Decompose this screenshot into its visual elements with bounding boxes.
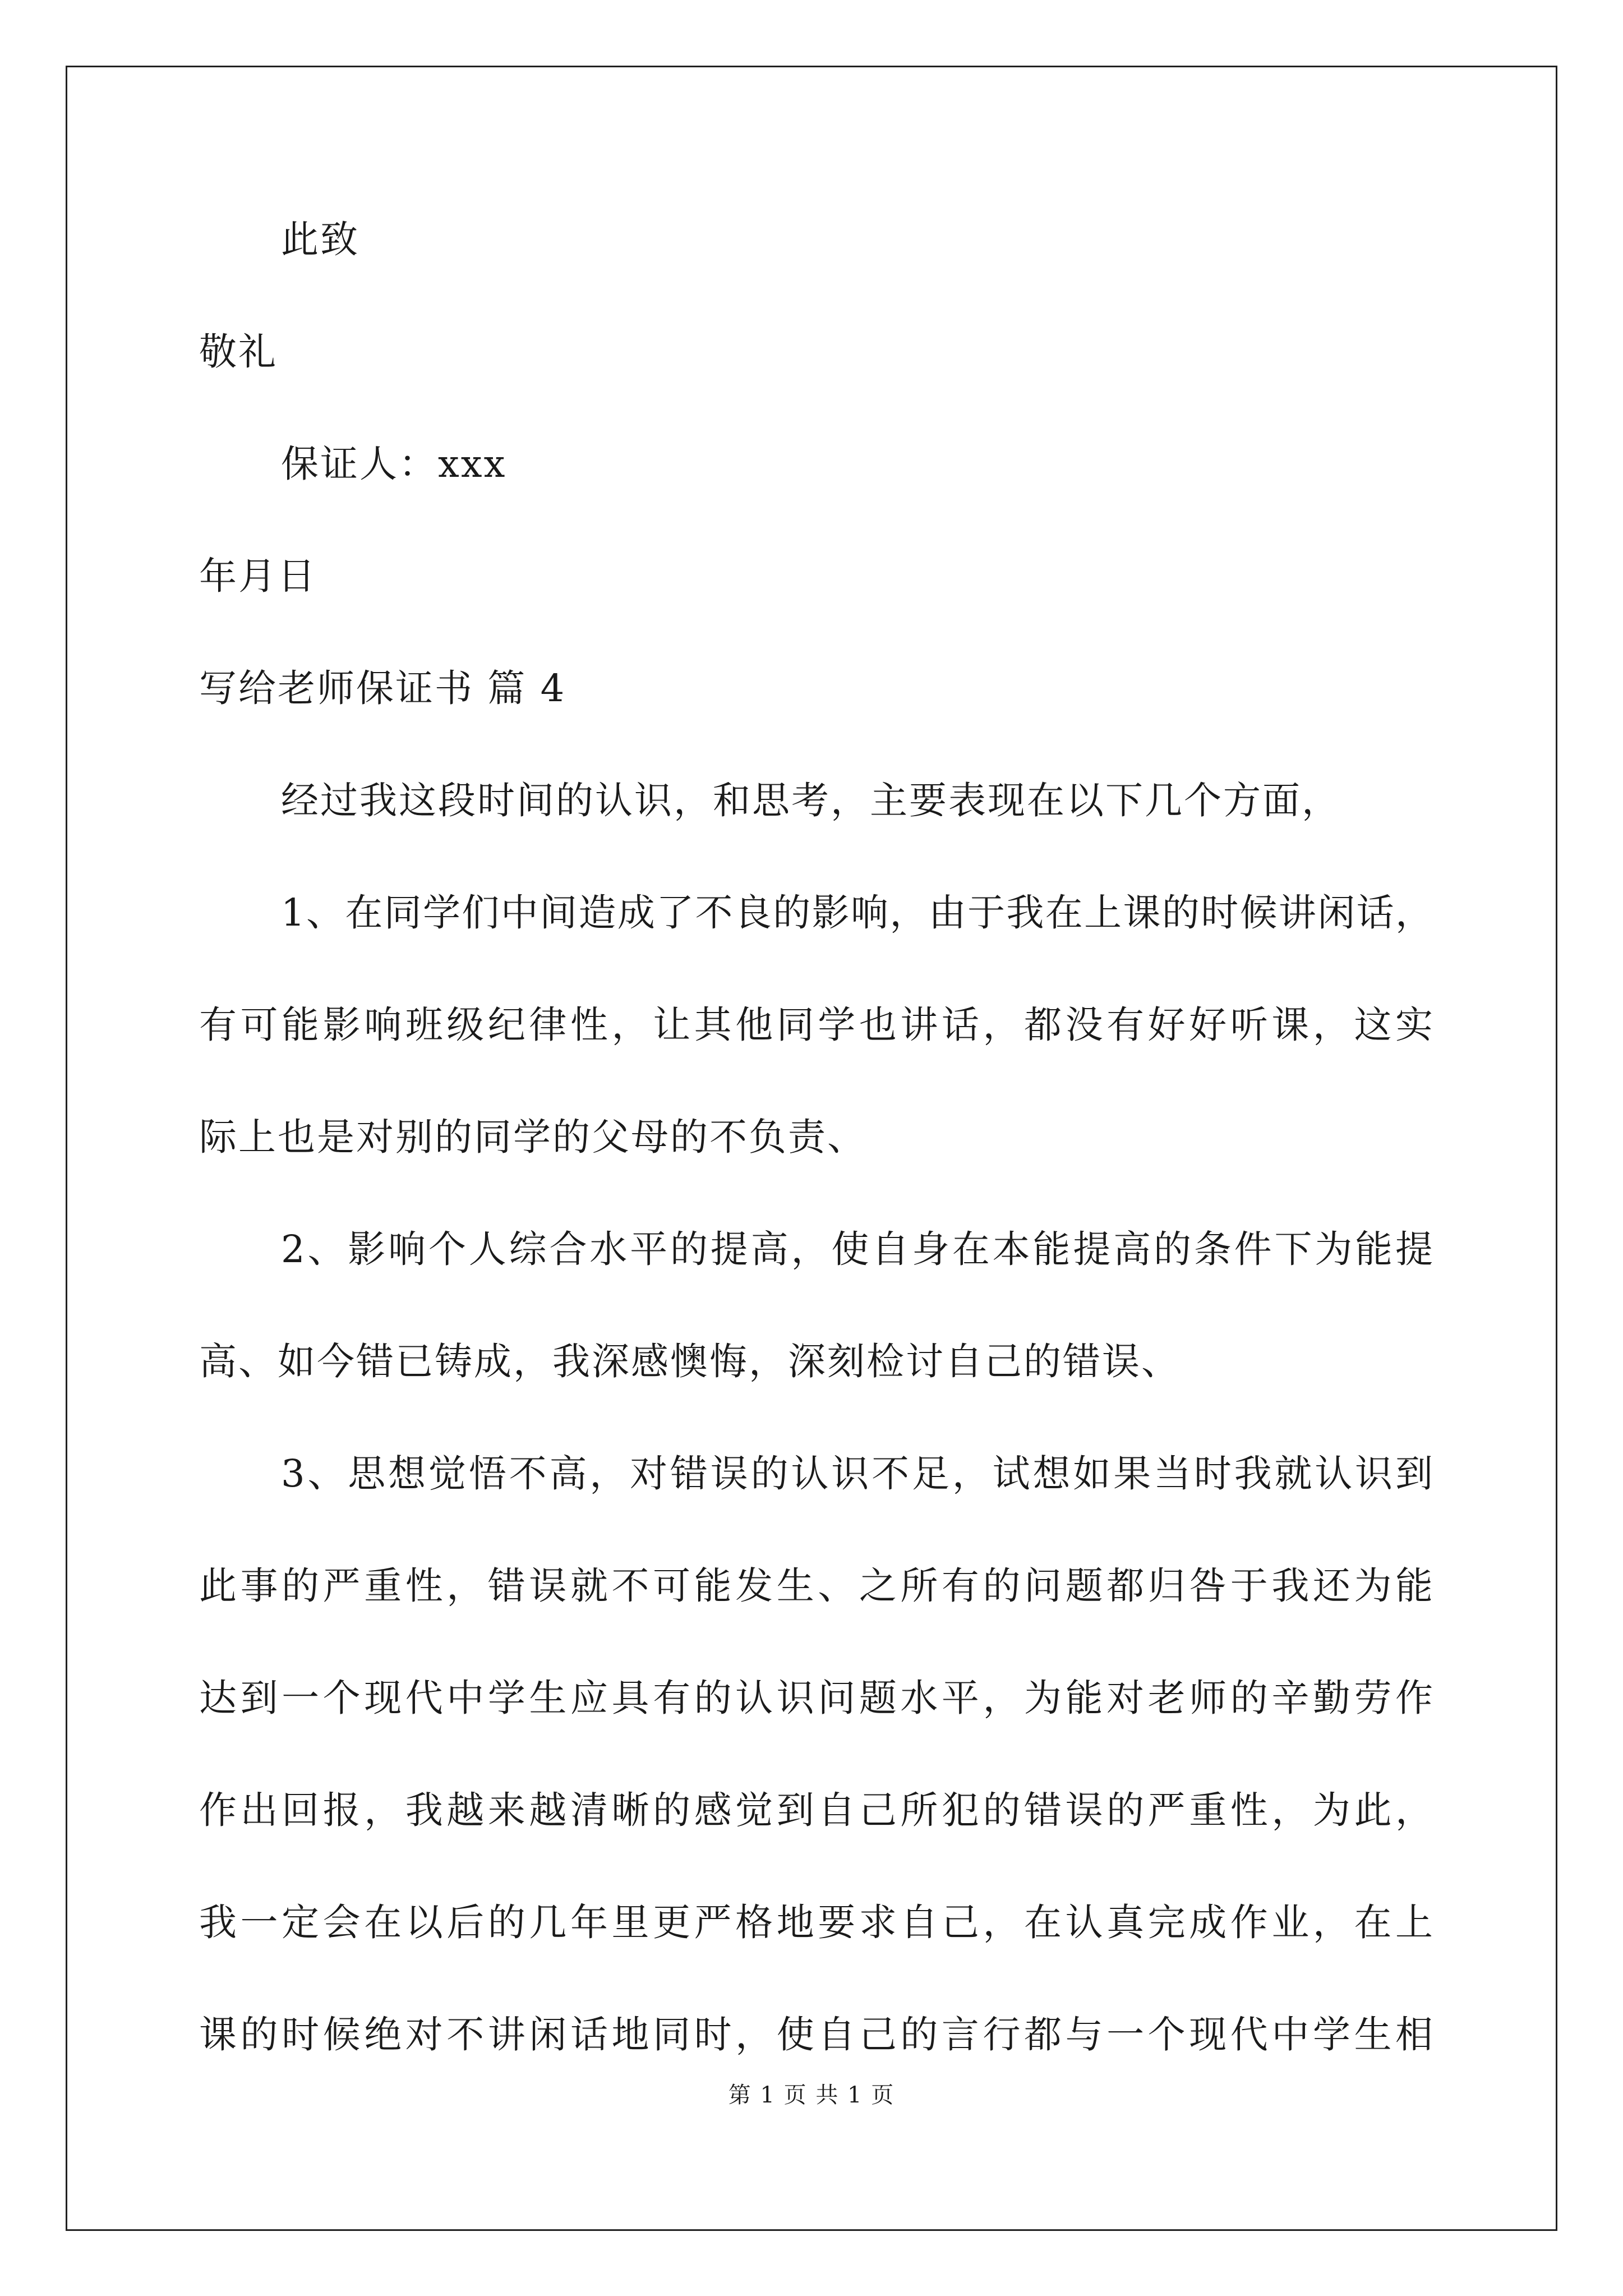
point1-line: 际上也是对别的同学的父母的不负责、 bbox=[199, 1115, 866, 1159]
page-footer: 第 1 页 共 1 页 bbox=[728, 2082, 895, 2108]
point2-line: 高、如今错已铸成，我深感懊悔，深刻检讨自己的错误、 bbox=[199, 1340, 1181, 1383]
point3-line: 3、思想觉悟不高，对错误的认识不足，试想如果当时我就认识到 bbox=[281, 1452, 1433, 1496]
point3-line: 达到一个现代中学生应具有的认识问题水平，为能对老师的辛勤劳作 bbox=[199, 1676, 1433, 1720]
point3-line: 此事的严重性，错误就不可能发生、之所有的问题都归咎于我还为能 bbox=[199, 1564, 1433, 1608]
point3-line: 我一定会在以后的几年里更严格地要求自己，在认真完成作业，在上 bbox=[199, 1901, 1433, 1944]
section-title: 写给老师保证书 篇 4 bbox=[199, 666, 566, 710]
point3-line: 课的时候绝对不讲闲话地同时，使自己的言行都与一个现代中学生相 bbox=[199, 2013, 1433, 2056]
point1-line: 1、在同学们中间造成了不良的影响，由于我在上课的时候讲闲话， bbox=[281, 891, 1433, 935]
point3-line: 作出回报，我越来越清晰的感觉到自己所犯的错误的严重性，为此， bbox=[199, 1788, 1433, 1832]
point1-line: 有可能影响班级纪律性，让其他同学也讲话，都没有好好听课，这实 bbox=[199, 1003, 1433, 1047]
closing-line: 此致 bbox=[281, 218, 359, 261]
guarantor-line: 保证人：xxx bbox=[281, 442, 507, 486]
salutation-line: 敬礼 bbox=[199, 330, 278, 374]
date-line: 年月日 bbox=[199, 554, 317, 598]
point2-line: 2、影响个人综合水平的提高，使自身在本能提高的条件下为能提 bbox=[281, 1227, 1433, 1271]
intro-paragraph: 经过我这段时间的认识，和思考，主要表现在以下几个方面， bbox=[281, 779, 1341, 822]
document-body bbox=[199, 213, 1433, 2061]
